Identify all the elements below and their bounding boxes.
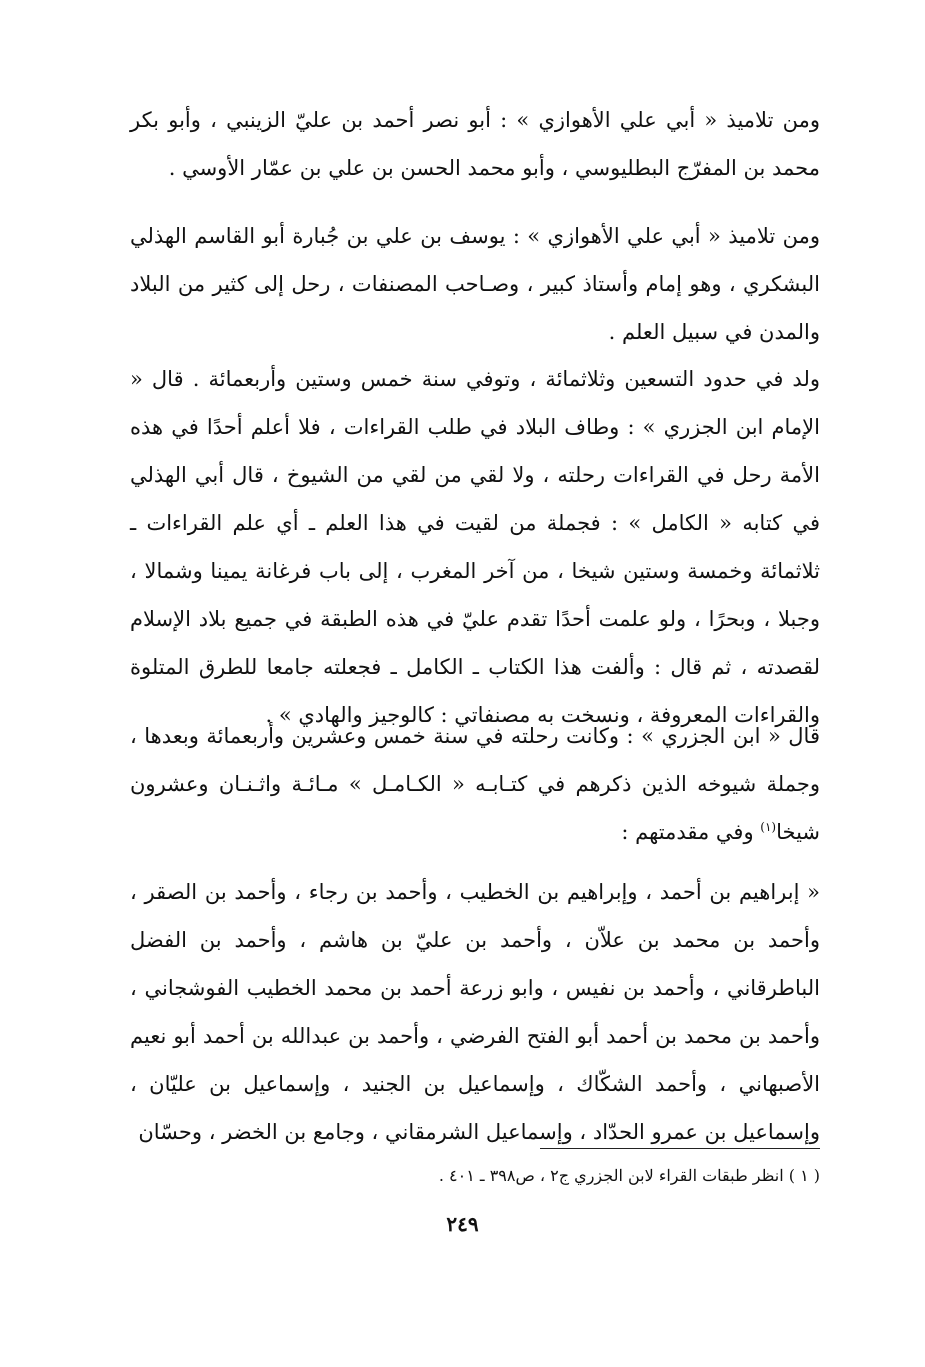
footnote-marker: (١) [760, 820, 777, 834]
paragraph-text-tail: وفي مقدمتهم : [621, 820, 761, 844]
paragraph-1 [130, 96, 820, 192]
paragraph-text-main: قال « ابن الجزري » : وكانت رحلته في سنة خمس وعشرين وأربعمائة وبعدها ، وجملة شيوخه الذين ذكرهم في كتـابـه « الكـامـل » مـائـة واثـنـان وعشرون شيخا [130, 724, 820, 844]
paragraph-2 [130, 212, 820, 356]
paragraph-3 [130, 355, 820, 739]
paragraph-text: « إبراهيم بن أحمد ، وإبراهيم بن الخطيب ، وأحمد بن رجاء ، وأحمد بن الصقر ، وأحمد بن محمد بن علاّن ، وأحمد بن عليّ بن هاشم ، وأحمد بن الفضل الباطرقاني ، وأحمد بن نفيس ، وابو زرعة أحمد بن محمد الخطيب الفوشجاني ، وأحمد بن محمد بن أحمد أبو الفتح الفرضي ، وأحمد بن عبدالله بن أحمد أبو نعيم الأصبهاني ، وأحمد الشكّاك ، وإسماعيل بن الجنيد ، وإسماعيل بن عليّان ، وإسماعيل بن عمرو الحدّاد ، وإسماعيل الشرمقاني ، وجامع بن الخضر ، وحسّان [130, 880, 820, 1144]
footnote-divider [540, 1148, 820, 1149]
footnote-text: انظر طبقات القراء لابن الجزري ج٢ ، ص٣٩٨ ـ ٤٠١ . [438, 1166, 784, 1185]
footnote [130, 1162, 820, 1190]
paragraph-4 [130, 712, 820, 856]
paragraph-5 [130, 868, 820, 1156]
paragraph-text: ومن تلاميذ « أبي علي الأهوازي » : يوسف بن علي بن جُبارة أبو القاسم الهذلي البشكري ، وهو إمام وأستاذ كبير ، وصـاحب المصنفات ، رحل إلى كثير من البلاد والمدن في سبيل العلم . [130, 224, 820, 344]
paragraph-text [130, 712, 820, 856]
footnote-number: ( ١ ) [788, 1166, 820, 1185]
page-number: ٢٤٩ [446, 1212, 479, 1236]
paragraph-text: ولد في حدود التسعين وثلاثمائة ، وتوفي سنة خمس وستين وأربعمائة . قال « الإمام ابن الجزري » : وطاف البلاد في طلب القراءات ، فلا أعلم أحدًا في هذه الأمة رحل في القراءات رحلته ، ولا لقي من لقي من الشيوخ ، قال أبي الهذلي في كتابه « الكامل » : فجملة من لقيت في هذا العلم ـ أي علم القراءات ـ ثلاثمائة وخمسة وستين شيخا ، من آخر المغرب ، إلى باب فرغانة يمينا وشمالا ، وجبلا ، وبحرًا ، ولو علمت أحدًا تقدم عليّ في هذه الطبقة في جميع بلاد الإسلام لقصدته ، ثم قال : وألفت هذا الكتاب ـ الكامل ـ فجعلته جامعا للطرق المتلوة والقراءات المعروفة ، ونسخت به مصنفاتي : كالوجيز والهادي » . [130, 367, 820, 727]
paragraph-text: ومن تلاميذ « أبي علي الأهوازي » : أبو نصر أحمد بن عليّ الزينبي ، وأبو بكر محمد بن المفرّج البطليوسي ، وأبو محمد الحسن بن علي بن عمّار الأوسي . [130, 108, 820, 180]
